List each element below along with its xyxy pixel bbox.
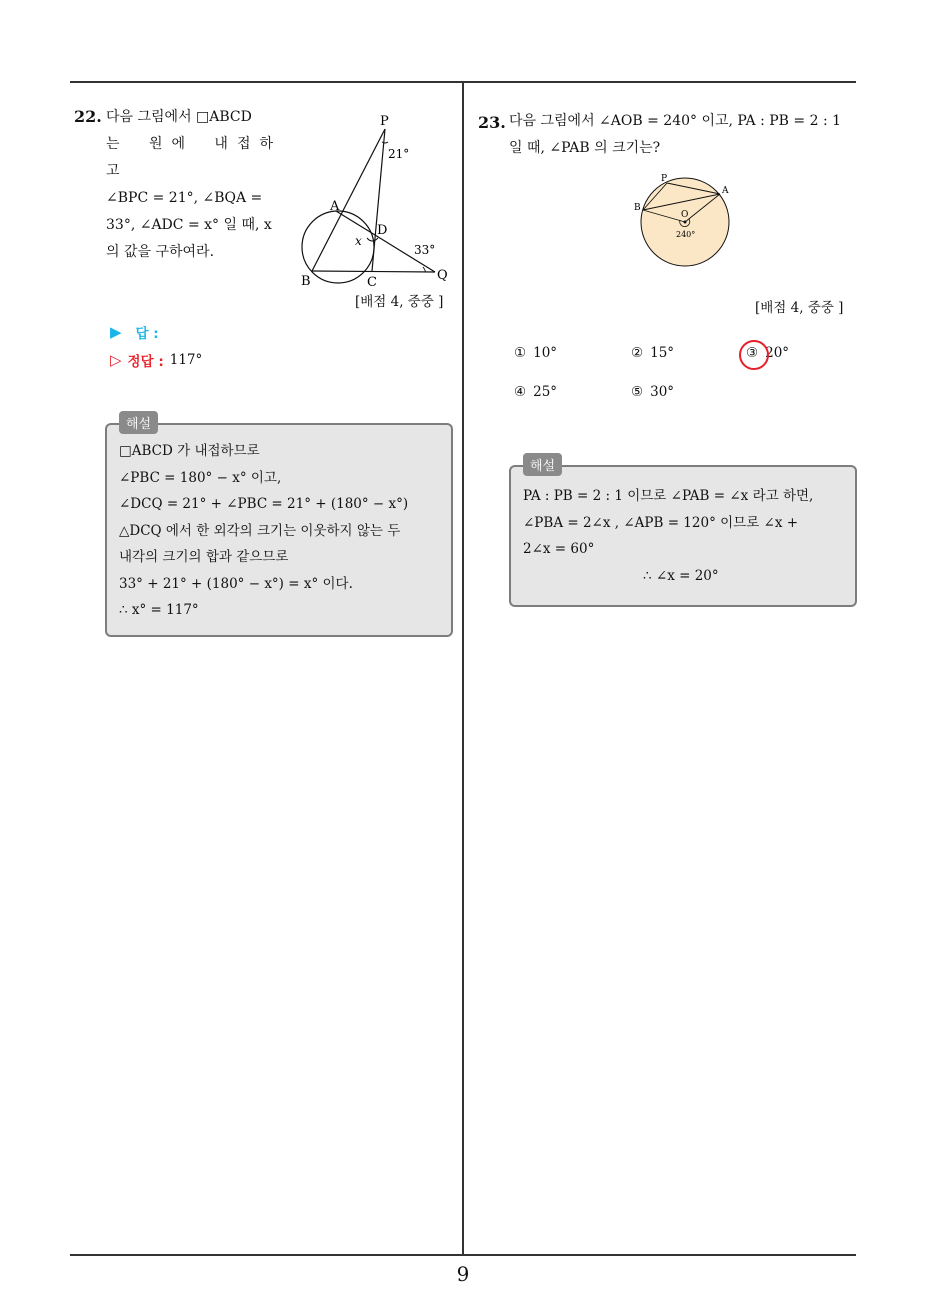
solution-line: 2∠x = 60° bbox=[523, 541, 595, 557]
q23-figure bbox=[630, 170, 740, 275]
q22-answer-block bbox=[110, 318, 202, 374]
choice-number-marked bbox=[746, 345, 758, 361]
q22-label-angle-q: 33° bbox=[414, 243, 436, 257]
solution-line: PA : PB = 2 : 1 이므로 ∠PAB = ∠x 라고 하면, bbox=[523, 488, 814, 504]
q22-text-line: 다음 그림에서 □ABCD bbox=[106, 109, 252, 125]
q22-line-aq bbox=[336, 211, 435, 272]
solution-line: ∠DCQ = 21° + ∠PBC = 21° + (180° − x°) bbox=[119, 496, 409, 512]
solution-line: ∴ ∠x = 20° bbox=[643, 567, 719, 584]
q22-text-line: 는 원에 내접하고 bbox=[106, 136, 282, 179]
correct-answer-row bbox=[110, 346, 202, 374]
q23-label-angle-o: 240° bbox=[676, 230, 696, 239]
choice-number: ② bbox=[631, 345, 644, 361]
q22-line-bq bbox=[312, 271, 435, 272]
solution-line: ∠PBA = 2∠x , ∠APB = 120° 이므로 ∠x + bbox=[523, 514, 799, 531]
answer-mark-circle-icon bbox=[739, 340, 769, 370]
q22-score: [배점 4, 중중 ] bbox=[355, 294, 444, 310]
choice-number: ③ bbox=[746, 345, 759, 361]
answer-label: 답 : bbox=[135, 326, 159, 342]
q23-label-a: A bbox=[722, 186, 729, 196]
q22-label-q: Q bbox=[437, 268, 448, 283]
solution-line: 33° + 21° + (180° − x°) = x° 이다. bbox=[119, 575, 353, 592]
column-divider bbox=[462, 83, 464, 1254]
q22-label-d: D bbox=[377, 223, 388, 238]
q22-label-a: A bbox=[330, 199, 340, 214]
q22-angle-p-arc bbox=[382, 142, 388, 143]
answer-row bbox=[110, 318, 202, 346]
choice-5[interactable] bbox=[631, 384, 674, 400]
q22-question-text bbox=[106, 104, 282, 266]
choice-value: 10° bbox=[533, 345, 558, 361]
q22-text-line: 33°, ∠ADC = x° 일 때, x bbox=[106, 217, 272, 233]
choice-value: 15° bbox=[650, 345, 675, 361]
choice-1[interactable] bbox=[514, 345, 557, 361]
q22-label-angle-p: 21° bbox=[388, 147, 410, 161]
q23-number: 23. bbox=[478, 113, 506, 132]
bottom-rule bbox=[70, 1254, 856, 1256]
q22-solution-box bbox=[105, 417, 453, 637]
choice-value: 20° bbox=[765, 345, 790, 361]
choice-3[interactable] bbox=[746, 345, 789, 361]
q22-label-angle-x: x bbox=[355, 234, 362, 248]
solution-tag: 해설 bbox=[523, 453, 562, 476]
choice-number: ① bbox=[514, 345, 527, 361]
q22-text-line: 의 값을 구하여라. bbox=[106, 244, 215, 260]
q22-label-b: B bbox=[301, 274, 311, 289]
q22-circle bbox=[302, 211, 374, 283]
correct-answer-value: 117° bbox=[169, 352, 203, 368]
choice-2[interactable] bbox=[631, 345, 674, 361]
choice-number: ⑤ bbox=[631, 384, 644, 400]
choice-value: 30° bbox=[650, 384, 675, 400]
q22-label-p: P bbox=[380, 114, 389, 129]
solution-line: △DCQ 에서 한 외각의 크기는 이웃하지 않는 두 bbox=[119, 522, 401, 539]
q23-text-line: 일 때, ∠PAB 의 크기는? bbox=[509, 140, 661, 156]
solution-line: ∴ x° = 117° bbox=[119, 602, 199, 618]
q22-angle-q-arc bbox=[423, 267, 425, 272]
open-triangle-icon: ▷ bbox=[110, 351, 122, 369]
q22-label-c: C bbox=[367, 275, 377, 289]
choice-number: ④ bbox=[514, 384, 527, 400]
solution-line: ∠PBC = 180° − x° 이고, bbox=[119, 469, 282, 486]
solution-tag: 해설 bbox=[119, 411, 158, 434]
q22-text-line: ∠BPC = 21°, ∠BQA = bbox=[106, 190, 263, 206]
q23-label-b: B bbox=[634, 203, 641, 213]
q23-score: [배점 4, 중중 ] bbox=[755, 300, 844, 316]
q23-question-text bbox=[509, 108, 857, 162]
correct-answer-label: 정답 : bbox=[127, 354, 164, 370]
page-number: 9 bbox=[456, 1262, 470, 1286]
play-triangle-icon: ▶ bbox=[110, 323, 122, 341]
q22-figure bbox=[292, 104, 462, 289]
choice-value: 25° bbox=[533, 384, 558, 400]
q23-text-line: 다음 그림에서 ∠AOB = 240° 이고, PA : PB = 2 : 1 bbox=[509, 113, 842, 129]
q23-label-o: O bbox=[681, 210, 689, 220]
q23-solution-box bbox=[509, 459, 857, 607]
choice-4[interactable] bbox=[514, 384, 557, 400]
q23-center-dot bbox=[684, 221, 687, 224]
solution-line: □ABCD 가 내접하므로 bbox=[119, 443, 260, 459]
q23-label-p: P bbox=[661, 174, 668, 184]
q22-number: 22. bbox=[74, 107, 102, 126]
solution-line: 내각의 크기의 합과 같으므로 bbox=[119, 549, 289, 565]
